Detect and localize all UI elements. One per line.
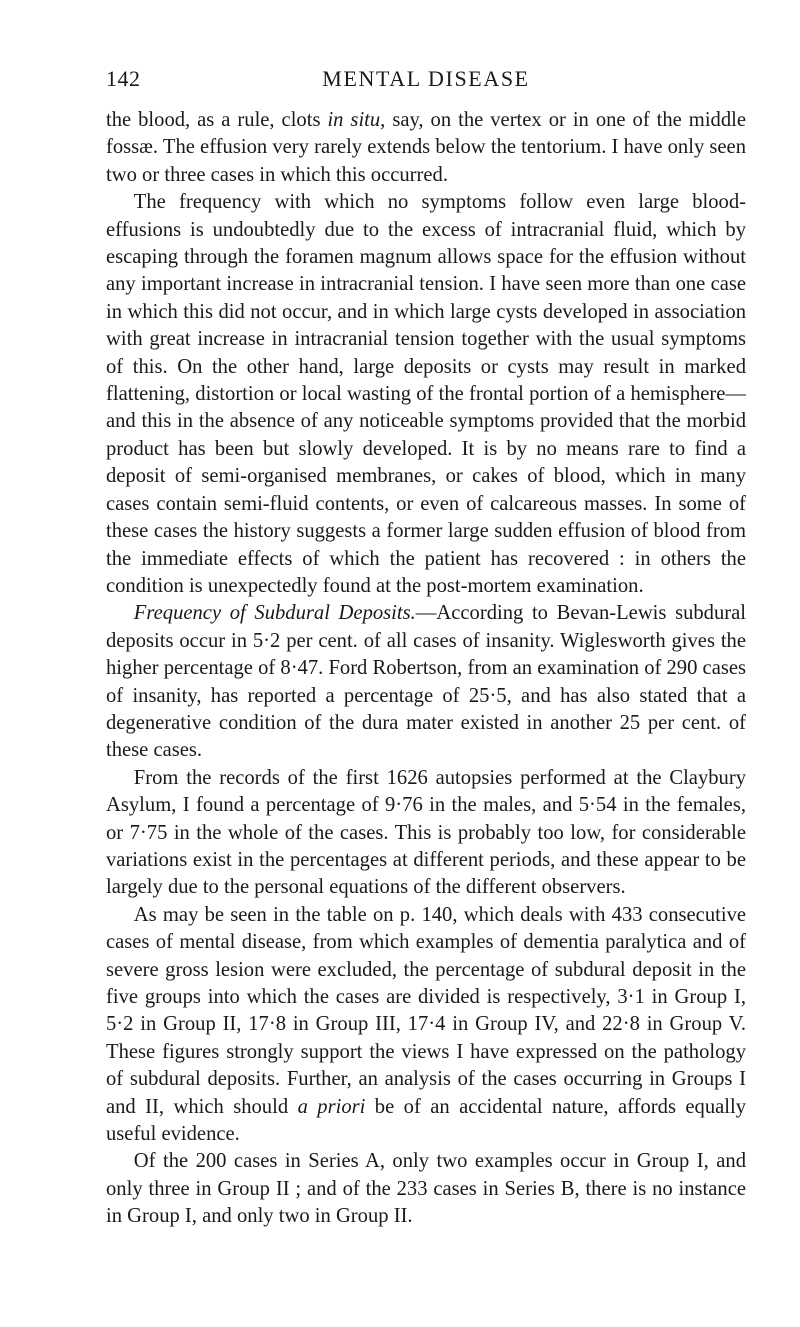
paragraph-text: As may be seen in the table on p. 140, which deals with 433 consecutive cases of mental disease, from which examples of dementia paralytica and of severe gross lesion were excluded, the percentage of subdural deposit in the five groups into which the cases are divided is respectively, 3·1 in Group I, 5·2 in Group II, 17·8 in Group III, 17·4 in Group IV, and 22·8 in Group V. These figures strongly support the views I have expressed on the pathology of subdural deposits. Further, an analysis of the cases occurring in Groups I and II, which should (106, 903, 746, 1118)
body-text (106, 107, 746, 1231)
running-head: MENTAL DISEASE (322, 66, 530, 91)
paragraph-table-groups (106, 902, 746, 1149)
page-header (106, 66, 746, 96)
paragraph-text: The frequency with which no symptoms follow even large blood-effusions is undoubtedly due to the excess of intracranial fluid, which by escaping through the foramen magnum allows space for the effusion without any important increase in intracranial tension. I have seen more than one case in which this did not occur, and in which large cysts developed in association with great increase in intracranial tension together with the usual symptoms of this. On the other hand, large deposits or cysts may result in marked flattening, distortion or local wasting of the frontal portion of a hemisphere—and this in the absence of any noticeable symptoms provided that the morbid product has been but slowly developed. It is by no means rare to find a deposit of semi-organised membranes, or cakes of blood, which in many cases contain semi-fluid contents, or even of calcareous masses. In some of these cases the history suggests a former large sudden effusion of blood from the immediate effects of which the patient has recovered : in others the condition is unexpectedly found at the post-mortem examination. (106, 191, 746, 597)
paragraph-continuation (106, 107, 746, 189)
paragraph-tail-text: be of an accidental nature, affords equally useful evidence. (106, 1095, 746, 1146)
paragraph-symptoms (106, 189, 746, 600)
paragraph-text: —According to Bevan-Lewis subdural deposits occur in 5·2 per cent. of all cases of insanity. Wiglesworth gives the higher percentage of 8·47. Ford Robertson, from an examination of 290 cases of insanity, has reported a percentage of 25·5, and has also stated that a degenerative condition of the dura mater existed in another 25 per cent. of these cases. (106, 602, 746, 762)
page-number: 142 (106, 66, 141, 91)
italic-phrase-in-situ: in situ, (327, 109, 386, 131)
paragraph-lead-text: the blood, as a rule, clots (106, 109, 328, 131)
paragraph-frequency (106, 600, 746, 764)
paragraph-text: Of the 200 cases in Series A, only two examples occur in Group I, and only three in Group II ; and of the 233 cases in Series B, there is no instance in Group I, and only two in Group II. (106, 1150, 746, 1228)
section-heading-frequency: Frequency of Subdural Deposits. (133, 602, 416, 625)
italic-phrase-a-priori: a priori (297, 1095, 366, 1118)
paragraph-text: From the records of the first 1626 autopsies performed at the Claybury Asylum, I found a percentage of 9·76 in the males, and 5·54 in the females, or 7·75 in the whole of the cases. This is probably too low, for considerable variations exist in the percentages at different periods, and these appear to be largely due to the personal equations of the different observers. (106, 766, 746, 899)
paragraph-text: say, on the vertex or in one of the middle fossæ. The effusion very rarely extends below the tentorium. I have only seen two or three cases in which this occurred. (106, 109, 746, 186)
paragraph-series (106, 1148, 746, 1230)
paragraph-claybury (106, 765, 746, 902)
